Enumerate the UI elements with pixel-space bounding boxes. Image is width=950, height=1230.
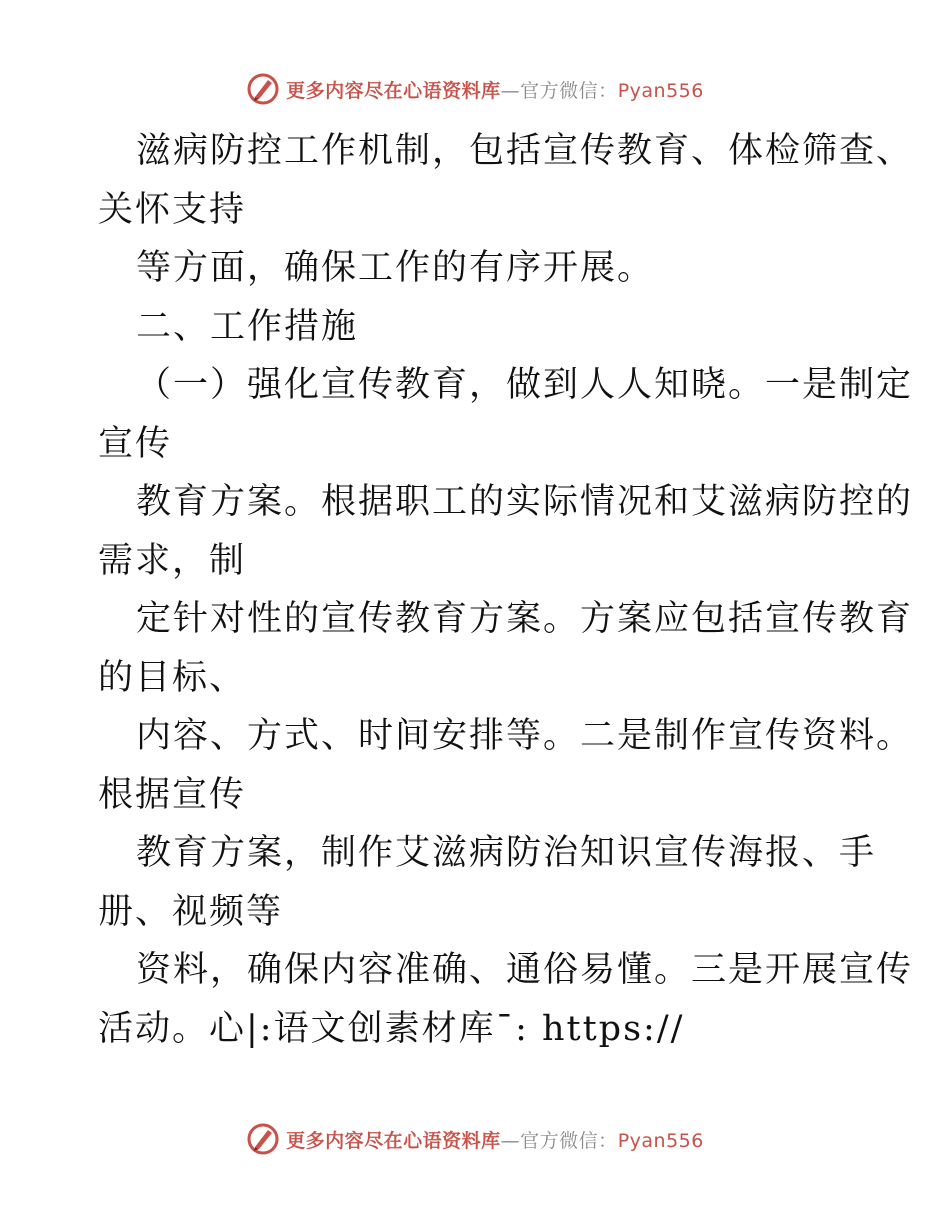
text-line: 资料，确保内容准确、通俗易懂。三是开展宣传 <box>136 950 914 990</box>
section-heading: 二、工作措施 <box>136 306 359 347</box>
pen-circle-logo-icon <box>246 1122 280 1156</box>
text-line: 的目标、 <box>98 657 247 698</box>
banner-title: 更多内容尽在心语资料库 <box>286 79 501 102</box>
text-line: 活动。心|:语文创素材库¯: https:// <box>98 1008 685 1049</box>
banner-wechat-id: Pyan556 <box>617 1129 704 1152</box>
text-line: 册、视频等 <box>98 891 284 932</box>
text-line: 关怀支持 <box>98 189 247 230</box>
text-line: 根据宣传 <box>98 774 247 815</box>
footer-banner <box>0 1122 950 1156</box>
text-line: 定针对性的宣传教育方案。方案应包括宣传教育 <box>136 599 914 639</box>
document-body <box>98 122 914 1058</box>
text-line: 滋病防控工作机制，包括宣传教育、体检筛查、 <box>136 131 914 171</box>
banner-subtitle: —官方微信： <box>500 79 618 102</box>
banner-title: 更多内容尽在心语资料库 <box>286 1129 501 1152</box>
banner-wechat-id: Pyan556 <box>617 79 704 102</box>
pen-circle-logo-icon <box>246 72 280 106</box>
text-line: 需求，制 <box>98 540 247 581</box>
banner-subtitle: —官方微信： <box>500 1129 618 1152</box>
text-line: 教育方案，制作艾滋病防治知识宣传海报、手 <box>136 833 877 873</box>
text-line: （一）强化宣传教育，做到人人知晓。一是制定 <box>136 365 914 405</box>
text-line: 教育方案。根据职工的实际情况和艾滋病防控的 <box>136 482 914 522</box>
text-line: 内容、方式、时间安排等。二是制作宣传资料。 <box>136 716 914 756</box>
text-line: 宣传 <box>98 423 173 464</box>
text-line: 等方面，确保工作的有序开展。 <box>136 248 655 288</box>
header-banner <box>0 72 950 106</box>
